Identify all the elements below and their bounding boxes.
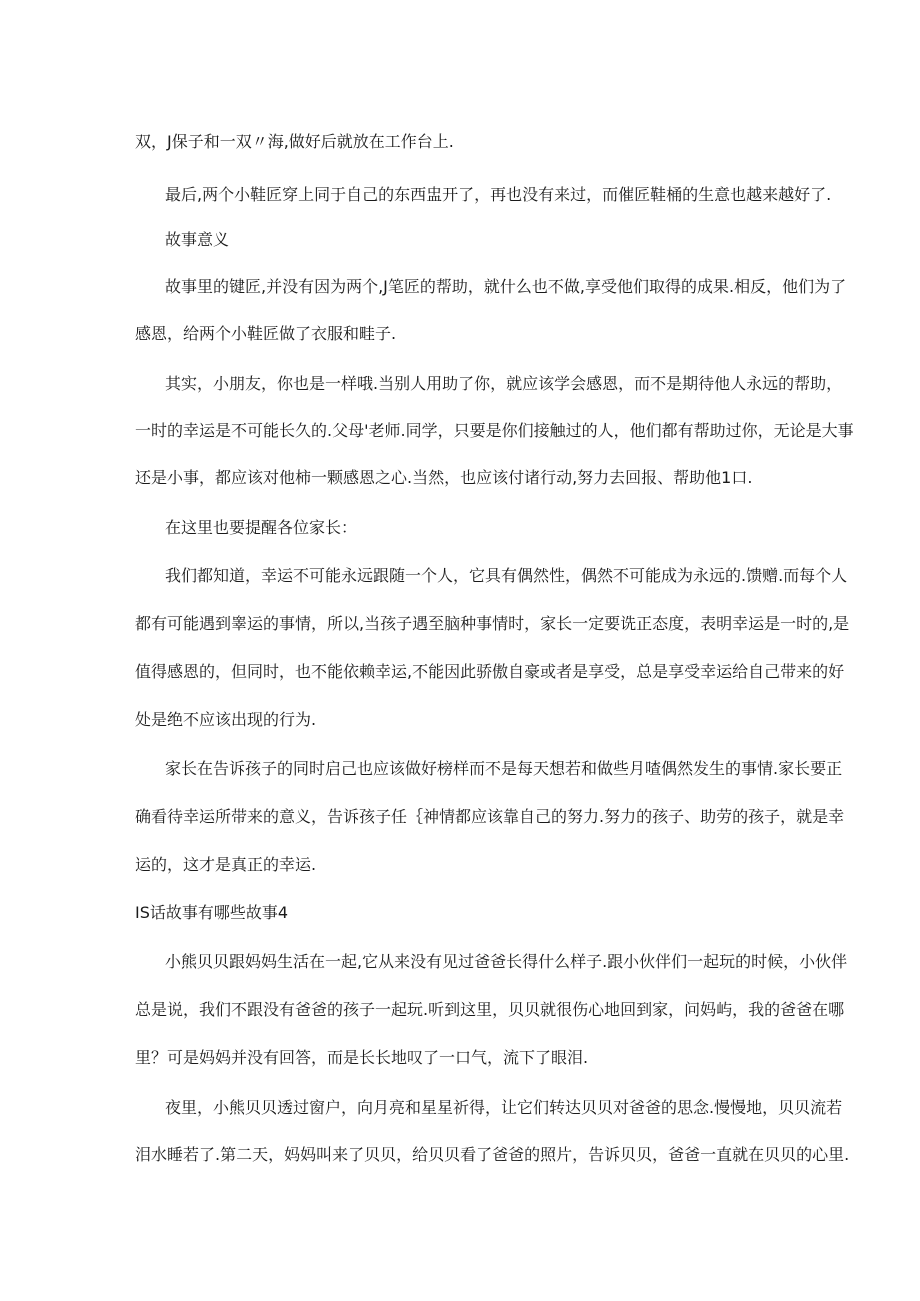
text-line-18: 小熊贝贝跟妈妈生活在一起,它从来没有见过爸爸长得什么样子.跟小伙伴们一起玩的时候，小伙伴 xyxy=(165,952,848,971)
text-line-14: 家长在告诉孩子的同时启己也应该做好榜样而不是每天想若和做些月喳偶然发生的事情.家长要正 xyxy=(165,759,843,778)
text-line-12: 值得感恩的，但同时，也不能依赖幸运,不能因此骄傲自豪或者是享受，总是享受幸运给自己带来的好 xyxy=(135,662,845,681)
text-line-6: 其实，小朋友，你也是一样哦.当别人用助了你，就应该学会感恩，而不是期待他人永远的帮助， xyxy=(165,374,843,393)
text-line-15: 确看待幸运所带来的意义，告诉孩子任｛神情都应该靠自己的努力.努力的孩子、助劳的孩子，就是幸 xyxy=(135,807,845,826)
text-line-20: 里？可是妈妈并没有回答，而是长长地叹了一口气，流下了眼泪. xyxy=(135,1048,589,1067)
section-heading-story-meaning: 故事意义 xyxy=(165,230,230,249)
text-line-21: 夜里，小熊贝贝透过窗户，向月亮和星星祈得，让它们转达贝贝对爸爸的思念.慢慢地，贝贝流若 xyxy=(165,1098,843,1117)
text-line-1: 双，J保子和一双〃海,做好后就放在工作台上. xyxy=(135,132,454,151)
text-line-5: 感恩，给两个小鞋匠做了衣服和畦子. xyxy=(135,324,397,343)
text-line-19: 总是说，我们不跟没有爸爸的孩子一起玩.听到这里，贝贝就很伤心地回到家，问妈屿，我的爸爸在哪 xyxy=(135,1000,845,1019)
text-line-8: 还是小事，都应该对他柿一颗感恩之心.当然，也应该付诸行动,努力去回报、帮助他1口. xyxy=(135,468,753,487)
section-heading-story-4: IS话故事有哪些故事4 xyxy=(135,903,289,922)
text-line-7: 一时的幸运是不可能长久的.父母'老师.同学，只要是你们接触过的人，他们都有帮助过你，无论是大事 xyxy=(135,421,854,440)
text-line-9: 在这里也要提醒各位家长： xyxy=(165,518,358,537)
text-line-16: 运的，这才是真正的幸运. xyxy=(135,855,317,874)
text-line-13: 处是绝不应该出现的行为. xyxy=(135,710,317,729)
text-line-11: 都有可能遇到睾运的事情，所以,当孩子遇至脑种事情时，家长一定要诜正态度，表明幸运是一时的,是 xyxy=(135,614,850,633)
text-line-2: 最后,两个小鞋匠穿上同于自己的东西盅开了，再也没有来过，而催匠鞋桶的生意也越来越好了. xyxy=(165,185,832,204)
text-line-10: 我们都知道，幸运不可能永远跟随一个人，它具有偶然性，偶然不可能成为永远的.馈赠.而每个人 xyxy=(165,566,848,585)
text-line-22: 泪水睡若了.第二天，妈妈叫来了贝贝，给贝贝看了爸爸的照片，告诉贝贝，爸爸一直就在贝贝的心里. xyxy=(135,1145,850,1164)
text-line-4: 故事里的键匠,并没有因为两个,J笔匠的帮助，就什么也不做,享受他们取得的成果.相反，他们为了 xyxy=(165,277,847,296)
